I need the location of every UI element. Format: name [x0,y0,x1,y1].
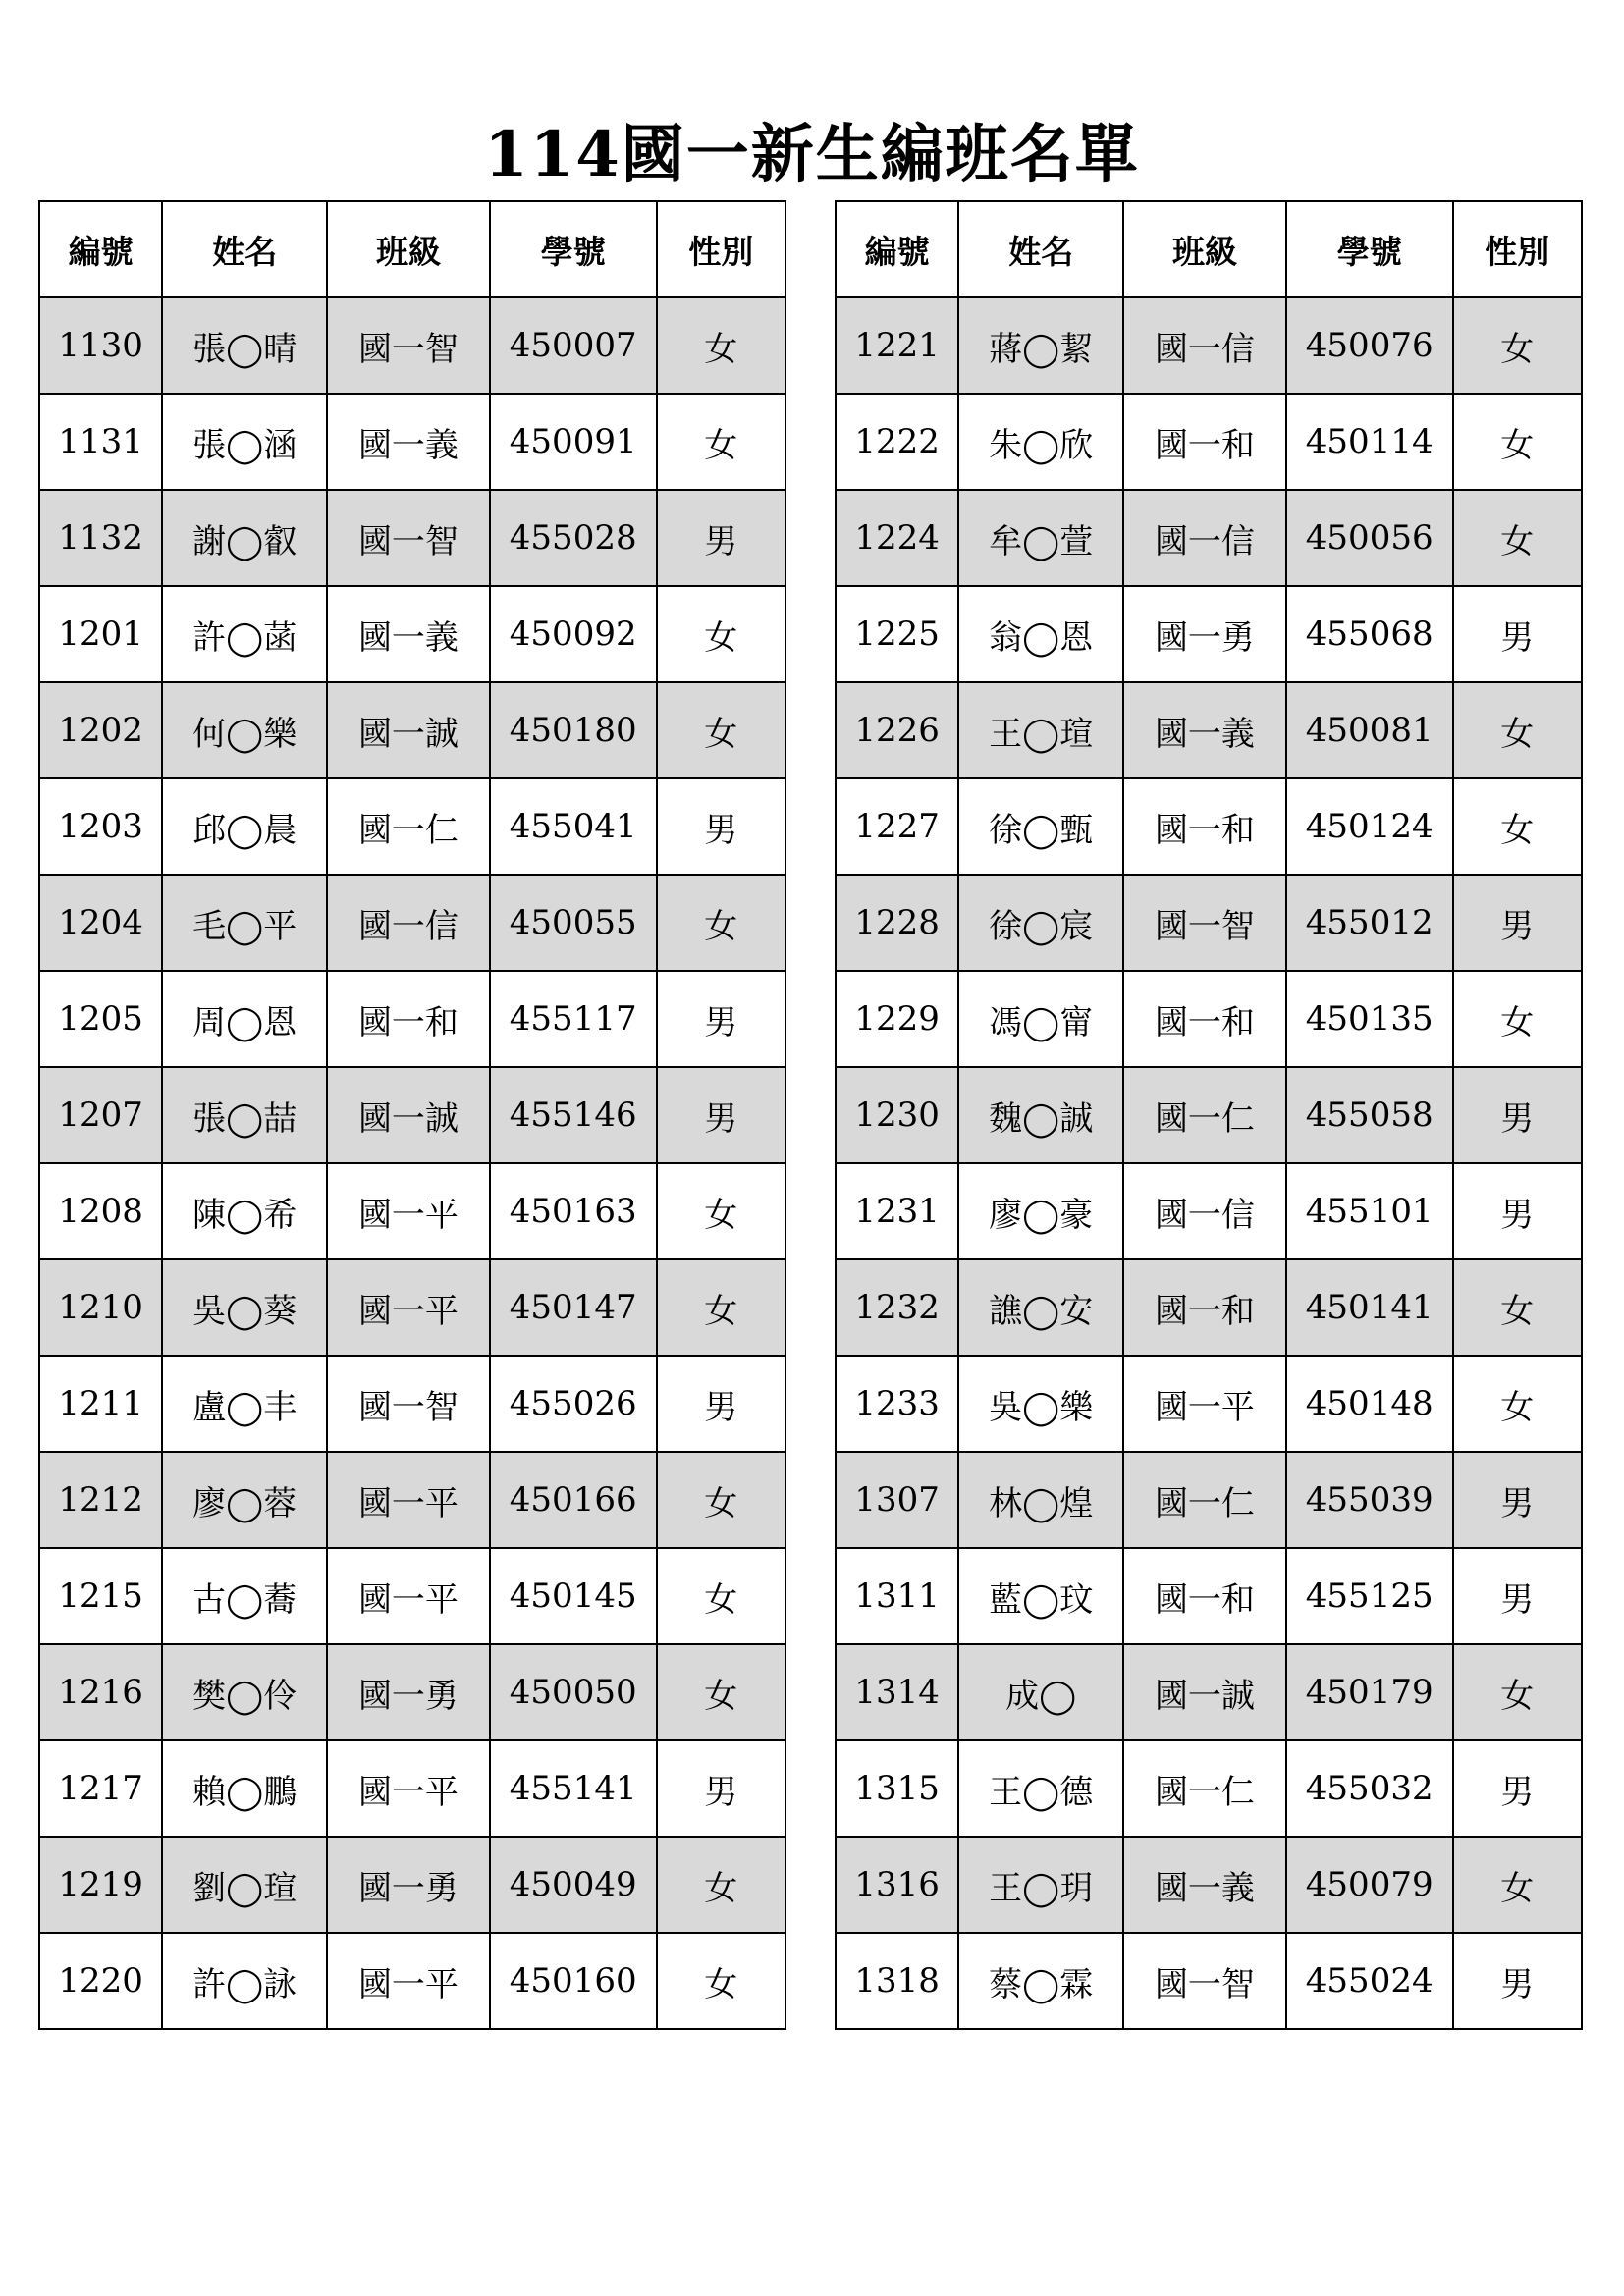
table-row [836,971,1582,1067]
cell-class: 國一智 [327,1356,490,1452]
cell-name: 王◯瑄 [958,682,1123,778]
cell-class: 國一仁 [1123,1452,1286,1548]
header-gender: 性別 [657,201,785,297]
header-row [39,201,785,297]
roster-table-right [835,200,1583,2030]
cell-gender: 男 [657,971,785,1067]
table-row [39,778,785,875]
cell-gender: 女 [1453,297,1582,394]
page-title: 114國一新生編班名單 [484,118,1140,191]
header-number: 編號 [836,201,958,297]
table-row [39,1452,785,1548]
cell-student-id: 450114 [1286,394,1453,490]
table-row [39,1644,785,1740]
cell-gender: 男 [1453,1067,1582,1163]
cell-number: 1207 [39,1067,162,1163]
cell-number: 1216 [39,1644,162,1740]
cell-name: 翁◯恩 [958,586,1123,682]
header-name: 姓名 [958,201,1123,297]
cell-number: 1215 [39,1548,162,1644]
cell-name: 馮◯甯 [958,971,1123,1067]
cell-number: 1225 [836,586,958,682]
cell-name: 何◯樂 [162,682,327,778]
cell-student-id: 450135 [1286,971,1453,1067]
cell-name: 謝◯叡 [162,490,327,586]
header-class: 班級 [1123,201,1286,297]
cell-number: 1315 [836,1740,958,1837]
cell-name: 盧◯丰 [162,1356,327,1452]
table-row [836,586,1582,682]
cell-number: 1229 [836,971,958,1067]
cell-class: 國一誠 [327,1067,490,1163]
cell-student-id: 450007 [490,297,657,394]
cell-number: 1131 [39,394,162,490]
cell-number: 1210 [39,1259,162,1356]
cell-student-id: 450166 [490,1452,657,1548]
cell-gender: 女 [1453,1259,1582,1356]
cell-number: 1130 [39,297,162,394]
cell-gender: 女 [1453,1356,1582,1452]
cell-gender: 女 [657,1837,785,1933]
cell-class: 國一信 [327,875,490,971]
cell-class: 國一平 [1123,1356,1286,1452]
cell-name: 許◯詠 [162,1933,327,2029]
cell-class: 國一信 [1123,1163,1286,1259]
header-student-id: 學號 [490,201,657,297]
cell-name: 蔡◯霖 [958,1933,1123,2029]
cell-gender: 男 [1453,1933,1582,2029]
cell-class: 國一和 [1123,394,1286,490]
cell-student-id: 450079 [1286,1837,1453,1933]
cell-student-id: 450180 [490,682,657,778]
cell-student-id: 450163 [490,1163,657,1259]
cell-name: 樊◯伶 [162,1644,327,1740]
cell-number: 1205 [39,971,162,1067]
cell-name: 邱◯晨 [162,778,327,875]
cell-student-id: 450081 [1286,682,1453,778]
cell-class: 國一智 [1123,875,1286,971]
cell-name: 陳◯希 [162,1163,327,1259]
table-row [836,1452,1582,1548]
cell-gender: 男 [1453,1548,1582,1644]
cell-student-id: 450147 [490,1259,657,1356]
cell-class: 國一平 [327,1740,490,1837]
cell-student-id: 455024 [1286,1933,1453,2029]
cell-name: 王◯玥 [958,1837,1123,1933]
cell-gender: 女 [1453,490,1582,586]
cell-gender: 男 [1453,1740,1582,1837]
cell-number: 1232 [836,1259,958,1356]
cell-name: 林◯煌 [958,1452,1123,1548]
cell-class: 國一智 [327,297,490,394]
cell-number: 1217 [39,1740,162,1837]
table-row [39,586,785,682]
cell-class: 國一平 [327,1163,490,1259]
table-row [39,1837,785,1933]
cell-student-id: 450056 [1286,490,1453,586]
cell-name: 張◯涵 [162,394,327,490]
cell-number: 1219 [39,1837,162,1933]
cell-student-id: 450049 [490,1837,657,1933]
cell-student-id: 455141 [490,1740,657,1837]
header-class: 班級 [327,201,490,297]
cell-student-id: 450091 [490,394,657,490]
cell-class: 國一智 [1123,1933,1286,2029]
roster-body-right [836,297,1582,2029]
cell-name: 賴◯鵬 [162,1740,327,1837]
cell-class: 國一誠 [1123,1644,1286,1740]
table-row [39,1740,785,1837]
cell-gender: 女 [657,1644,785,1740]
cell-student-id: 450148 [1286,1356,1453,1452]
cell-number: 1211 [39,1356,162,1452]
cell-student-id: 450050 [490,1644,657,1740]
cell-class: 國一平 [327,1452,490,1548]
cell-gender: 女 [657,586,785,682]
table-row [836,1163,1582,1259]
header-student-id: 學號 [1286,201,1453,297]
header-gender: 性別 [1453,201,1582,297]
cell-number: 1203 [39,778,162,875]
cell-student-id: 455028 [490,490,657,586]
cell-gender: 男 [657,1067,785,1163]
cell-number: 1221 [836,297,958,394]
cell-number: 1311 [836,1548,958,1644]
cell-number: 1316 [836,1837,958,1933]
cell-name: 毛◯平 [162,875,327,971]
cell-student-id: 450179 [1286,1644,1453,1740]
header-row [836,201,1582,297]
cell-student-id: 450141 [1286,1259,1453,1356]
cell-number: 1222 [836,394,958,490]
table-row [836,1548,1582,1644]
cell-class: 國一信 [1123,490,1286,586]
cell-name: 徐◯甄 [958,778,1123,875]
cell-class: 國一平 [327,1933,490,2029]
table-row [39,1356,785,1452]
table-row [836,297,1582,394]
cell-student-id: 450076 [1286,297,1453,394]
cell-gender: 女 [1453,682,1582,778]
cell-number: 1208 [39,1163,162,1259]
header-name: 姓名 [162,201,327,297]
table-row [836,394,1582,490]
cell-class: 國一平 [327,1259,490,1356]
cell-student-id: 455068 [1286,586,1453,682]
cell-gender: 男 [1453,1452,1582,1548]
cell-name: 魏◯誠 [958,1067,1123,1163]
table-row [39,1548,785,1644]
cell-class: 國一仁 [1123,1067,1286,1163]
cell-gender: 男 [657,778,785,875]
cell-name: 許◯菡 [162,586,327,682]
table-row [836,1067,1582,1163]
cell-name: 藍◯玟 [958,1548,1123,1644]
cell-class: 國一義 [327,394,490,490]
cell-number: 1233 [836,1356,958,1452]
cell-gender: 女 [1453,1644,1582,1740]
cell-student-id: 455058 [1286,1067,1453,1163]
cell-gender: 男 [657,490,785,586]
table-row [836,1356,1582,1452]
table-row [836,490,1582,586]
cell-gender: 女 [657,875,785,971]
cell-class: 國一智 [327,490,490,586]
cell-gender: 男 [1453,586,1582,682]
cell-number: 1204 [39,875,162,971]
cell-gender: 男 [1453,875,1582,971]
cell-class: 國一誠 [327,682,490,778]
cell-class: 國一信 [1123,297,1286,394]
cell-class: 國一勇 [1123,586,1286,682]
table-row [39,1163,785,1259]
cell-gender: 女 [657,682,785,778]
cell-name: 廖◯蓉 [162,1452,327,1548]
cell-class: 國一和 [1123,778,1286,875]
cell-number: 1132 [39,490,162,586]
cell-gender: 女 [1453,394,1582,490]
cell-class: 國一和 [327,971,490,1067]
cell-student-id: 450160 [490,1933,657,2029]
cell-student-id: 455117 [490,971,657,1067]
table-row [39,490,785,586]
cell-name: 張◯晴 [162,297,327,394]
table-row [836,1259,1582,1356]
cell-number: 1231 [836,1163,958,1259]
cell-gender: 女 [657,297,785,394]
cell-number: 1220 [39,1933,162,2029]
table-row [39,394,785,490]
cell-gender: 男 [657,1740,785,1837]
header-number: 編號 [39,201,162,297]
cell-gender: 男 [657,1356,785,1452]
table-row [836,1740,1582,1837]
table-row [39,297,785,394]
cell-gender: 女 [1453,778,1582,875]
cell-gender: 女 [657,1452,785,1548]
cell-name: 廖◯豪 [958,1163,1123,1259]
roster-body-left [39,297,785,2029]
roster-table-left [38,200,786,2030]
cell-class: 國一和 [1123,1259,1286,1356]
table-row [836,875,1582,971]
cell-number: 1212 [39,1452,162,1548]
cell-gender: 女 [657,394,785,490]
table-row [836,778,1582,875]
cell-name: 蔣◯絜 [958,297,1123,394]
cell-name: 朱◯欣 [958,394,1123,490]
cell-student-id: 450092 [490,586,657,682]
cell-name: 張◯喆 [162,1067,327,1163]
cell-student-id: 450145 [490,1548,657,1644]
table-row [39,971,785,1067]
cell-class: 國一仁 [327,778,490,875]
cell-number: 1228 [836,875,958,971]
cell-student-id: 455101 [1286,1163,1453,1259]
cell-gender: 女 [657,1163,785,1259]
cell-gender: 女 [1453,971,1582,1067]
cell-class: 國一義 [327,586,490,682]
cell-student-id: 455026 [490,1356,657,1452]
table-row [39,1259,785,1356]
table-row [836,1644,1582,1740]
cell-number: 1307 [836,1452,958,1548]
cell-student-id: 455125 [1286,1548,1453,1644]
cell-gender: 男 [1453,1163,1582,1259]
cell-number: 1202 [39,682,162,778]
table-row [836,1933,1582,2029]
cell-number: 1230 [836,1067,958,1163]
cell-name: 成◯ [958,1644,1123,1740]
cell-name: 劉◯瑄 [162,1837,327,1933]
cell-student-id: 450124 [1286,778,1453,875]
cell-student-id: 455032 [1286,1740,1453,1837]
cell-name: 吳◯葵 [162,1259,327,1356]
cell-class: 國一勇 [327,1837,490,1933]
cell-class: 國一和 [1123,971,1286,1067]
cell-class: 國一義 [1123,682,1286,778]
cell-student-id: 450055 [490,875,657,971]
cell-gender: 女 [657,1259,785,1356]
cell-gender: 女 [1453,1837,1582,1933]
cell-class: 國一和 [1123,1548,1286,1644]
cell-number: 1227 [836,778,958,875]
cell-name: 徐◯宸 [958,875,1123,971]
cell-student-id: 455012 [1286,875,1453,971]
cell-number: 1318 [836,1933,958,2029]
cell-name: 譙◯安 [958,1259,1123,1356]
cell-gender: 女 [657,1933,785,2029]
cell-class: 國一勇 [327,1644,490,1740]
cell-name: 周◯恩 [162,971,327,1067]
cell-student-id: 455041 [490,778,657,875]
cell-name: 吳◯樂 [958,1356,1123,1452]
cell-number: 1226 [836,682,958,778]
table-row [39,682,785,778]
table-row [39,875,785,971]
cell-student-id: 455039 [1286,1452,1453,1548]
cell-number: 1201 [39,586,162,682]
table-row [836,1837,1582,1933]
cell-name: 古◯蕎 [162,1548,327,1644]
cell-number: 1224 [836,490,958,586]
cell-gender: 女 [657,1548,785,1644]
cell-number: 1314 [836,1644,958,1740]
table-row [39,1933,785,2029]
cell-class: 國一義 [1123,1837,1286,1933]
table-row [39,1067,785,1163]
cell-class: 國一平 [327,1548,490,1644]
table-row [836,682,1582,778]
cell-class: 國一仁 [1123,1740,1286,1837]
cell-name: 王◯德 [958,1740,1123,1837]
cell-name: 牟◯萱 [958,490,1123,586]
cell-student-id: 455146 [490,1067,657,1163]
